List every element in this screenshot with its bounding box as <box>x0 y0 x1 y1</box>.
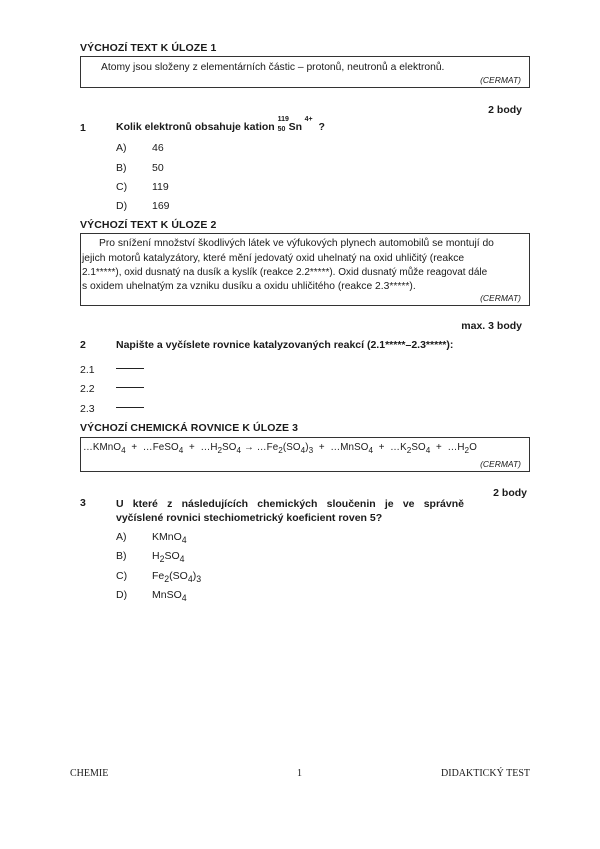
q3-text-line2: vyčíslené rovnici stechiometrický koeficient roven 5? <box>116 512 383 524</box>
section1-source: (CERMAT) <box>480 75 521 85</box>
q1-text <box>116 116 325 135</box>
q2-sub-label: 2.1 <box>80 364 95 376</box>
q1-option-value: 169 <box>152 200 170 212</box>
q3-option-formula: $H_2SO_4$ <box>152 550 185 565</box>
q1-option[interactable] <box>116 162 164 174</box>
q1-option-label: D) <box>116 200 128 212</box>
section2-header: VÝCHOZÍ TEXT K ÚLOZE 2 <box>80 219 217 231</box>
section3-header: VÝCHOZÍ CHEMICKÁ ROVNICE K ÚLOZE 3 <box>80 422 299 434</box>
q3-option-label: B) <box>116 550 127 562</box>
q3-option[interactable] <box>116 550 185 564</box>
q2-answer-blank[interactable] <box>116 407 144 408</box>
q2-number: 2 <box>80 339 86 351</box>
section2-line: Pro snížení množství škodlivých látek ve výfukových plynech automobilů se montují do <box>99 238 494 249</box>
q3-option[interactable] <box>116 589 187 603</box>
q1-points: 2 body <box>488 104 522 116</box>
q1-number: 1 <box>80 122 86 134</box>
q2-points: max. 3 body <box>461 320 522 332</box>
q3-option[interactable] <box>116 570 201 584</box>
q2-answer-row[interactable] <box>80 399 144 417</box>
q3-option-formula: KMnO$_4$ <box>152 531 187 546</box>
footer-test-type: DIDAKTICKÝ TEST <box>441 768 530 779</box>
q1-option[interactable] <box>116 142 164 154</box>
q1-option-label: C) <box>116 181 128 193</box>
section2-line: 2.1*****), oxid dusnatý na dusík a kyslík (reakce 2.2*****). Oxid dusnatý může reagovat dále <box>82 267 488 278</box>
q1-text-before: Kolik elektronů obsahuje kation <box>116 120 275 133</box>
q1-charge: 4+ <box>304 116 313 123</box>
q2-text: Napište a vyčíslete rovnice katalyzovaných reakcí (2.1*****–2.3*****): <box>116 339 454 351</box>
q3-option-formula: MnSO$_4$ <box>152 589 187 604</box>
section1-textbox <box>80 56 530 88</box>
q3-number: 3 <box>80 497 86 509</box>
section3-equation-box <box>80 437 530 472</box>
q1-option-value: 119 <box>152 181 169 193</box>
q3-text-line1: U které z následujících chemických sloučenin je ve správně <box>116 498 464 510</box>
q3-points: 2 body <box>493 487 527 499</box>
q2-sub-label: 2.2 <box>80 383 95 395</box>
q2-answer-blank[interactable] <box>116 387 144 388</box>
page-number: 1 <box>297 768 302 779</box>
q1-option-value: 46 <box>152 142 164 154</box>
q1-mass-number: 119 <box>277 116 289 123</box>
section3-source: (CERMAT) <box>480 459 521 469</box>
section2-line: jejich motorů katalyzátory, které mění jedovatý oxid uhelnatý na oxid uhličitý (reakce <box>82 253 465 264</box>
q3-option-formula: $Fe_2(SO_4)_3$ <box>152 570 202 585</box>
section2-line: s oxidem uhelnatým za vzniku dusíku a oxidu uhličitého (reakce 2.3*****). <box>82 281 416 292</box>
q3-option-label: C) <box>116 570 128 582</box>
q2-sub-label: 2.3 <box>80 403 95 415</box>
q1-option[interactable] <box>116 181 169 193</box>
section1-header: VÝCHOZÍ TEXT K ÚLOZE 1 <box>80 42 217 54</box>
chemical-equation: …KMnO$_4$ + …FeSO$_4$ + $\dots H_2SO_4$ → $\dots Fe_2(SO_4)_3$ + …MnSO$_4$ + $\dots K_2SO_4$ + $\dots H_2O$ <box>83 442 477 455</box>
q3-option[interactable] <box>116 531 187 545</box>
q1-element: Sn <box>288 121 303 133</box>
q1-nuclide <box>277 116 316 135</box>
q1-option-label: B) <box>116 162 127 174</box>
q1-option-label: A) <box>116 142 127 154</box>
q3-option-label: A) <box>116 531 127 543</box>
q1-atomic-number: 50 <box>277 126 286 133</box>
q1-option[interactable] <box>116 200 170 212</box>
q2-answer-row[interactable] <box>80 379 144 397</box>
q2-answer-row[interactable] <box>80 360 144 378</box>
q1-text-after: ? <box>318 120 325 133</box>
section2-source: (CERMAT) <box>480 293 521 303</box>
footer-subject: CHEMIE <box>70 768 109 779</box>
section1-text: Atomy jsou složeny z elementárních částic – protonů, neutronů a elektronů. <box>101 62 445 73</box>
section2-textbox <box>80 233 530 306</box>
q1-option-value: 50 <box>152 162 164 174</box>
q3-option-label: D) <box>116 589 128 601</box>
q2-answer-blank[interactable] <box>116 368 144 369</box>
